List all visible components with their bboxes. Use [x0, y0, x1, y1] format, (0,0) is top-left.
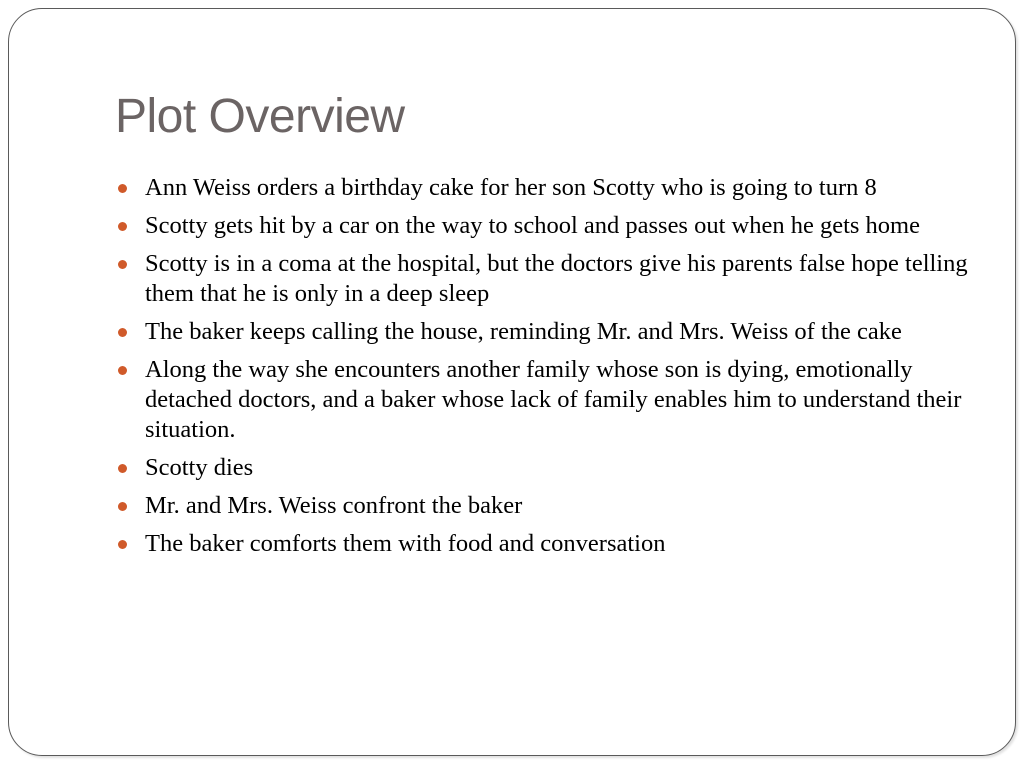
- bullet-dot-icon: [118, 222, 127, 231]
- bullet-item: [115, 317, 975, 347]
- slide-title: Plot Overview: [115, 90, 405, 143]
- bullet-list: [115, 173, 975, 567]
- bullet-item: [115, 491, 975, 521]
- bullet-dot-icon: [118, 502, 127, 511]
- bullet-text: Scotty gets hit by a car on the way to school and passes out when he gets home: [145, 212, 920, 239]
- bullet-text: The baker comforts them with food and conversation: [145, 530, 666, 557]
- bullet-item: [115, 529, 975, 559]
- bullet-item: [115, 211, 975, 241]
- bullet-dot-icon: [118, 260, 127, 269]
- bullet-dot-icon: [118, 464, 127, 473]
- bullet-text: Along the way she encounters another family whose son is dying, emotionally detached doctors, and a baker whose lack of family enables him to understand their situation.: [145, 356, 962, 443]
- bullet-text: Scotty is in a coma at the hospital, but the doctors give his parents false hope telling them that he is only in a deep sleep: [145, 250, 968, 307]
- bullet-dot-icon: [118, 366, 127, 375]
- bullet-text: Scotty dies: [145, 454, 254, 481]
- bullet-item: [115, 173, 975, 203]
- bullet-text: Mr. and Mrs. Weiss confront the baker: [145, 492, 523, 519]
- bullet-dot-icon: [118, 540, 127, 549]
- bullet-text: Ann Weiss orders a birthday cake for her son Scotty who is going to turn 8: [145, 174, 877, 201]
- bullet-item: [115, 453, 975, 483]
- bullet-dot-icon: [118, 184, 127, 193]
- bullet-dot-icon: [118, 328, 127, 337]
- slide-frame: [8, 8, 1016, 756]
- bullet-item: [115, 249, 975, 309]
- bullet-text: The baker keeps calling the house, reminding Mr. and Mrs. Weiss of the cake: [145, 318, 902, 345]
- bullet-item: [115, 355, 975, 445]
